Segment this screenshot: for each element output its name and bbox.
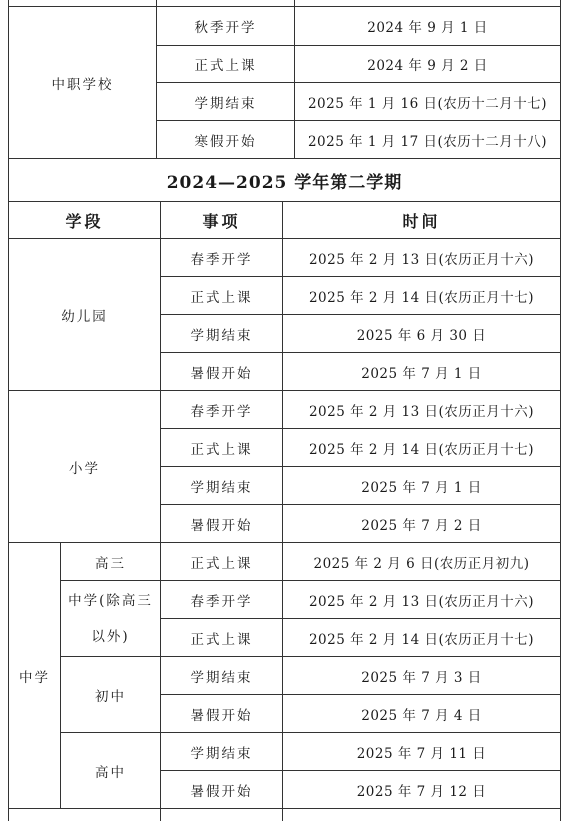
item-cell: 学期结束 [161,733,283,771]
item-cell: 学期结束 [161,467,283,505]
item-cell: 正式上课 [161,277,283,315]
table-row [9,543,561,581]
item-cell: 暑假开始 [161,505,283,543]
table-row [9,391,561,429]
time-cell: 2025 年 2 月 14 日(农历正月十七) [283,429,561,467]
item-cell: 学期结束 [161,315,283,353]
item-cell: 学期结束 [157,83,295,121]
substage-label-senior: 高中 [61,733,161,809]
item-cell: 正式上课 [161,543,283,581]
vocational-school-table [8,0,561,159]
table-row [9,733,561,771]
time-cell: 2024 年 9 月 1 日 [295,7,561,46]
table-header-row [9,202,561,239]
time-cell: 2025 年 1 月 16 日(农历十二月十七) [295,83,561,121]
substage-label-junior: 初中 [61,657,161,733]
substage-label-senior3: 高三 [61,543,161,581]
table-row [9,239,561,277]
item-cell: 暑假开始 [161,771,283,809]
time-cell: 2025 年 2 月 13 日(农历正月十六) [283,581,561,619]
stage-label-primary: 小学 [9,391,161,543]
time-cell: 2025 年 7 月 11 日 [283,733,561,771]
table-row [9,7,561,46]
item-cell: 春季开学 [161,581,283,619]
time-cell: 2024 年 9 月 2 日 [295,46,561,83]
time-cell: 2025 年 7 月 1 日 [283,467,561,505]
stage-label-kindergarten: 幼儿园 [9,239,161,391]
time-cell: 2025 年 2 月 14 日(农历正月十七) [283,277,561,315]
item-cell: 春季开学 [161,239,283,277]
table-row [9,581,561,619]
item-cell: 学期结束 [161,657,283,695]
stage-label-vocational: 中职学校 [9,7,157,159]
item-cell: 暑假开始 [161,353,283,391]
table-row [9,809,561,821]
table-row [9,159,561,202]
header-stage: 学段 [9,202,161,239]
time-cell: 2025 年 1 月 17 日(农历十二月十八) [295,121,561,159]
time-cell: 2025 年 6 月 30 日 [283,315,561,353]
time-cell: 2025 年 7 月 3 日 [283,657,561,695]
item-cell: 秋季开学 [157,7,295,46]
item-cell: 暑假开始 [161,695,283,733]
time-cell: 2025 年 2 月 14 日(农历正月十七) [283,619,561,657]
time-cell: 2025 年 2 月 13 日(农历正月十六) [283,391,561,429]
header-time: 时间 [283,202,561,239]
second-semester-table [8,158,561,821]
item-cell: 春季开学 [161,391,283,429]
empty-cell [283,809,561,821]
table-row [9,657,561,695]
time-cell: 2025 年 7 月 2 日 [283,505,561,543]
stage-label-middle: 中学 [9,543,61,809]
table-title: 2024—2025 学年第二学期 [9,159,561,202]
time-cell: 2025 年 7 月 4 日 [283,695,561,733]
empty-cell [9,809,161,821]
item-cell: 正式上课 [157,46,295,83]
time-cell: 2025 年 2 月 6 日(农历正月初九) [283,543,561,581]
time-cell: 2025 年 7 月 12 日 [283,771,561,809]
time-cell: 2025 年 7 月 1 日 [283,353,561,391]
time-cell: 2025 年 2 月 13 日(农历正月十六) [283,239,561,277]
header-item: 事项 [161,202,283,239]
empty-cell [161,809,283,821]
item-cell: 正式上课 [161,429,283,467]
item-cell: 正式上课 [161,619,283,657]
substage-label-others: 中学(除高三以外) [61,581,161,657]
item-cell: 寒假开始 [157,121,295,159]
